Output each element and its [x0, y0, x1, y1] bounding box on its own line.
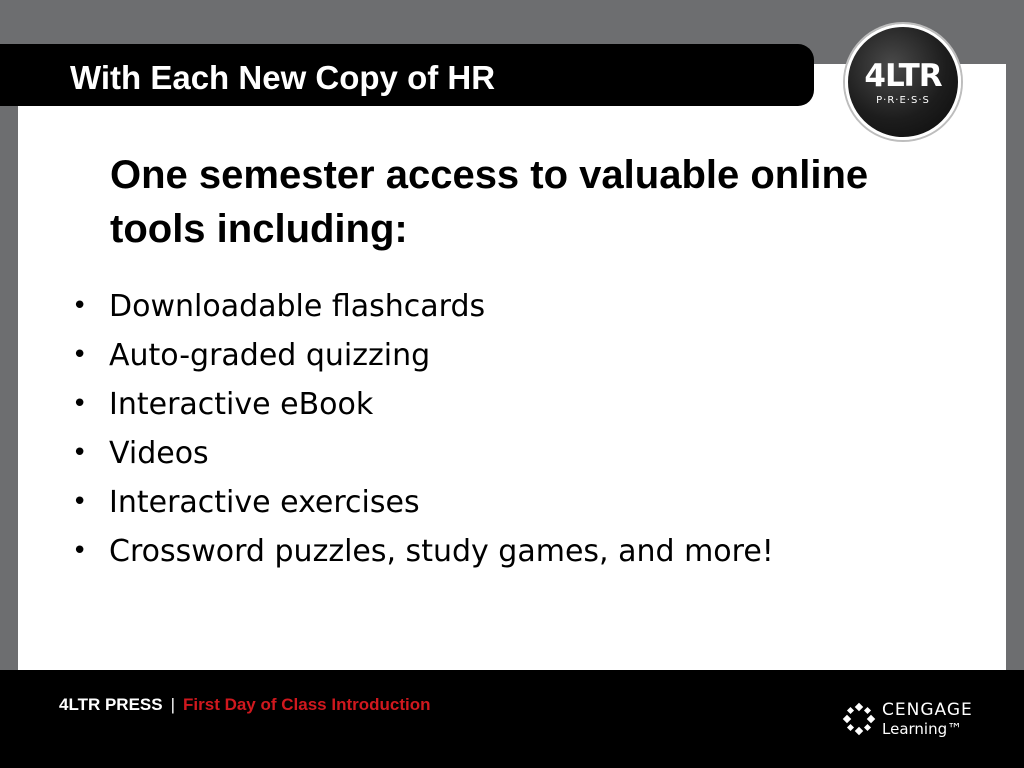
logo-main-text: 4LTR: [864, 58, 942, 94]
bullet-icon: •: [72, 487, 88, 517]
slide-heading: One semester access to valuable online tools including:: [110, 153, 869, 251]
bullet-text: Downloadable flashcards: [109, 289, 486, 324]
bullet-icon: •: [72, 438, 88, 468]
4ltr-press-logo: [845, 24, 961, 140]
footer-separator: |: [170, 695, 176, 714]
bullet-icon: •: [72, 389, 88, 419]
publisher-subtitle: Learning™: [882, 720, 963, 738]
bullet-text: Interactive eBook: [109, 387, 374, 422]
publisher-name: CENGAGE: [882, 700, 973, 720]
bullet-icon: •: [72, 340, 88, 370]
bullet-text: Interactive exercises: [109, 485, 420, 520]
cengage-learning-logo: [842, 698, 982, 744]
footer-course-title: First Day of Class Introduction: [183, 695, 431, 714]
bullet-text: Videos: [109, 436, 209, 471]
bullet-icon: •: [72, 291, 88, 321]
slide-title: With Each New Copy of HR: [70, 59, 496, 96]
footer-brand: 4LTR PRESS: [59, 695, 163, 714]
cengage-star-icon: [842, 702, 876, 736]
bullet-text: Auto-graded quizzing: [109, 338, 431, 373]
footer-caption: [59, 694, 431, 716]
bullet-text: Crossword puzzles, study games, and more!: [109, 534, 774, 569]
bullet-icon: •: [72, 536, 88, 566]
logo-sub-text: P·R·E·S·S: [876, 95, 930, 106]
